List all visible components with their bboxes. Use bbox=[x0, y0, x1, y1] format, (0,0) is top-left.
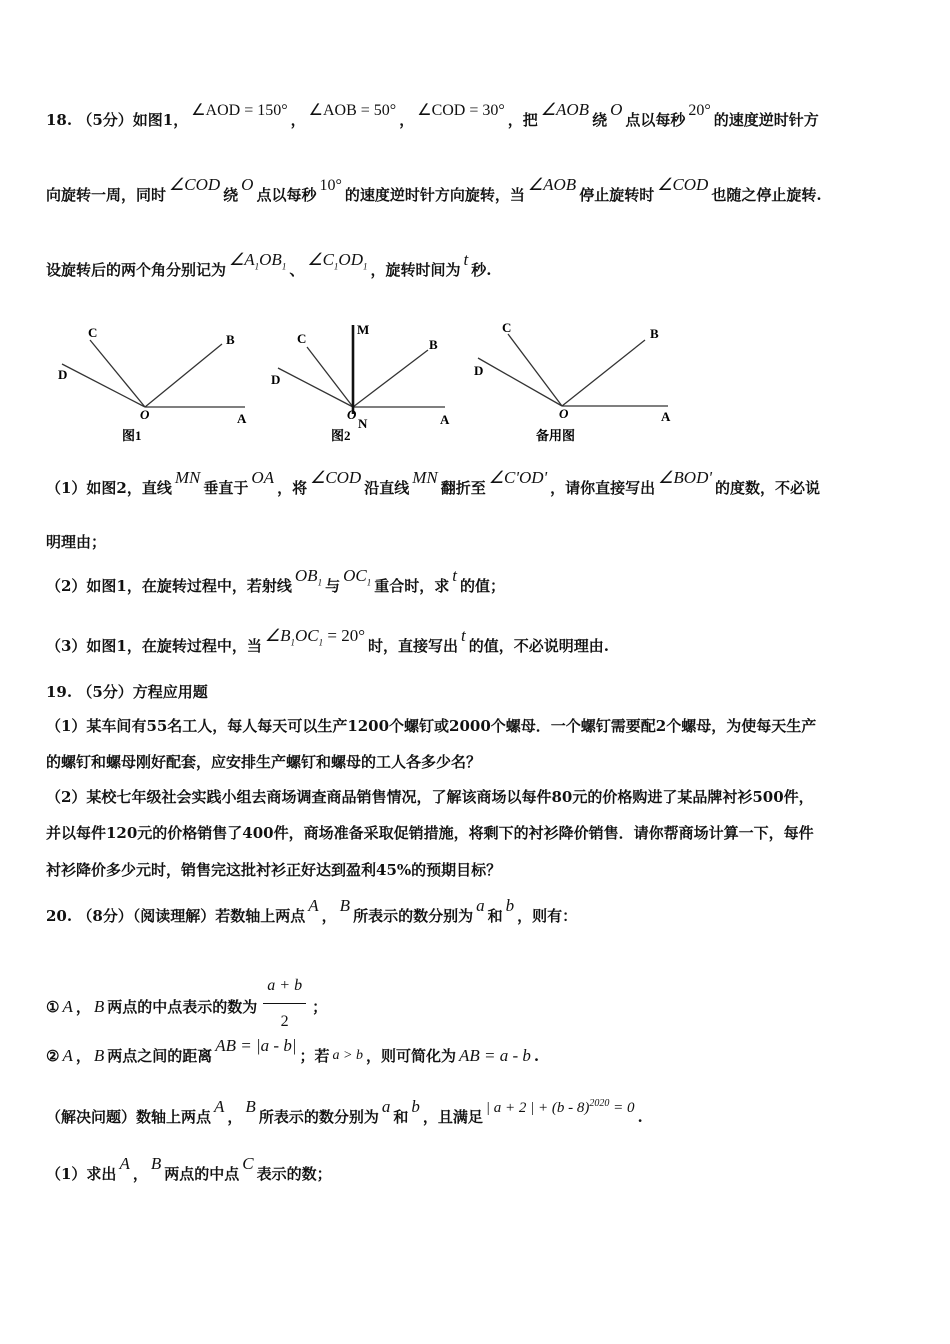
angle-b1oc1: $\angle B_1OC_1 = 20^\circ$ bbox=[264, 626, 366, 648]
label-d: D bbox=[474, 363, 484, 378]
label-o: O bbox=[140, 407, 150, 422]
q19-part2-line1: （2）某校七年级社会实践小组去商场调查商品销售情况，了解该商场以每件80元的价格购进了某品牌衬衫500件， bbox=[46, 788, 814, 806]
label-a: A bbox=[440, 412, 450, 427]
figure-spare-caption: 备用图 bbox=[536, 428, 576, 443]
q18-part1: （1）如图2，直线MN垂直于OA，将∠COD沿直线MN翻折至∠C'OD'，请你直接写出∠BOD'的度数，不必说 bbox=[46, 468, 821, 497]
q18-part1-cont: 明理由； bbox=[46, 533, 107, 551]
q18-line3: 设旋转后的两个角分别记为$\angle A_1OB_1$ 、$\angle C_1OD_1$ ，旋转时间为t秒. bbox=[46, 250, 492, 279]
ray-oc bbox=[508, 334, 562, 406]
ray-od bbox=[478, 358, 562, 406]
label-n: N bbox=[358, 416, 368, 431]
midpoint-fraction: $\frac{a + b}{2}$ bbox=[263, 971, 306, 1037]
label-o: O bbox=[559, 406, 569, 421]
q18-part2: （2）如图1，在旋转过程中，若射线$OB_1$ 与$OC_1$ 重合时，求t的值； bbox=[46, 566, 505, 595]
figure-spare bbox=[470, 318, 680, 445]
ray-oc1: $OC_1$ bbox=[343, 566, 372, 588]
label-c: C bbox=[88, 325, 98, 340]
label-c: C bbox=[297, 331, 307, 346]
ray-ob1: $OB_1$ bbox=[294, 566, 323, 588]
figure-2-caption: 图2 bbox=[331, 428, 351, 443]
ray-ob bbox=[353, 350, 428, 407]
q20-solve: （解决问题）数轴上两点A，B所表示的数分别为a和b，且满足 | a + 2 | + (b - 8)$^{2020}$ = 0 . bbox=[46, 1097, 643, 1126]
label-b: B bbox=[226, 332, 235, 347]
figure-1-caption: 图1 bbox=[122, 428, 142, 443]
figure-2 bbox=[265, 320, 465, 445]
q20-item2: ② A ， B 两点之间的距离AB = |a - b|；若 a > b ，则可简化为 AB = a - b . bbox=[46, 1036, 540, 1065]
ray-ob bbox=[562, 340, 645, 406]
q19-title: 19. （5分）方程应用题 bbox=[46, 683, 208, 701]
label-m: M bbox=[357, 322, 370, 337]
q18-line2: 向旋转一周，同时∠COD绕O点以每秒10°的速度逆时针方向旋转，当∠AOB停止旋转时∠COD也随之停止旋转. bbox=[46, 175, 822, 204]
q20-item1: ① A ， B 两点的中点表示的数为 $\frac{a + b}{2}$ ； bbox=[46, 975, 327, 1041]
q19-part1-line2: 的螺钉和螺母刚好配套，应安排生产螺钉和螺母的工人各多少名？ bbox=[46, 753, 482, 771]
ray-od bbox=[278, 368, 353, 407]
q18-line1: 18. （5分）如图1，∠AOD = 150°，∠AOB = 50°，∠COD = 30°，把∠AOB绕O点以每秒20°的速度逆时针方 bbox=[46, 100, 819, 129]
label-b: B bbox=[650, 326, 659, 341]
q19-part2-line2: 并以每件120元的价格销售了400件，商场准备采取促销措施，将剩下的衬衫降价销售．请你帮商场计算一下，每件 bbox=[46, 824, 814, 842]
q20-line1: 20. （8分）（阅读理解）若数轴上两点A，B所表示的数分别为a和b，则有： bbox=[46, 896, 578, 925]
label-a: A bbox=[237, 411, 247, 426]
q19-part1-line1: （1）某车间有55名工人，每人每天可以生产1200个螺钉或2000个螺母．一个螺钉需要配2个螺母，为使每天生产 bbox=[46, 717, 817, 735]
q20-part1: （1）求出A，B两点的中点C表示的数； bbox=[46, 1154, 332, 1183]
ray-oc bbox=[307, 347, 353, 407]
label-d: D bbox=[271, 372, 281, 387]
label-c: C bbox=[502, 320, 512, 335]
ray-oc bbox=[90, 340, 145, 407]
label-a: A bbox=[661, 409, 671, 424]
angle-a1ob1: $\angle A_1OB_1$ bbox=[229, 250, 287, 272]
angle-c1od1: $\angle C_1OD_1$ bbox=[307, 250, 368, 272]
label-d: D bbox=[58, 367, 68, 382]
ray-od bbox=[62, 364, 145, 407]
figure-1 bbox=[50, 320, 260, 445]
q18-part3: （3）如图1，在旋转过程中，当$\angle B_1OC_1 = 20^\circ$时，直接写出t的值，不必说明理由. bbox=[46, 626, 610, 655]
ray-ob bbox=[145, 344, 222, 407]
label-b: B bbox=[429, 337, 438, 352]
q19-part2-line3: 衬衫降价多少元时，销售完这批衬衫正好达到盈利45%的预期目标？ bbox=[46, 861, 502, 879]
label-o: O bbox=[347, 407, 357, 422]
